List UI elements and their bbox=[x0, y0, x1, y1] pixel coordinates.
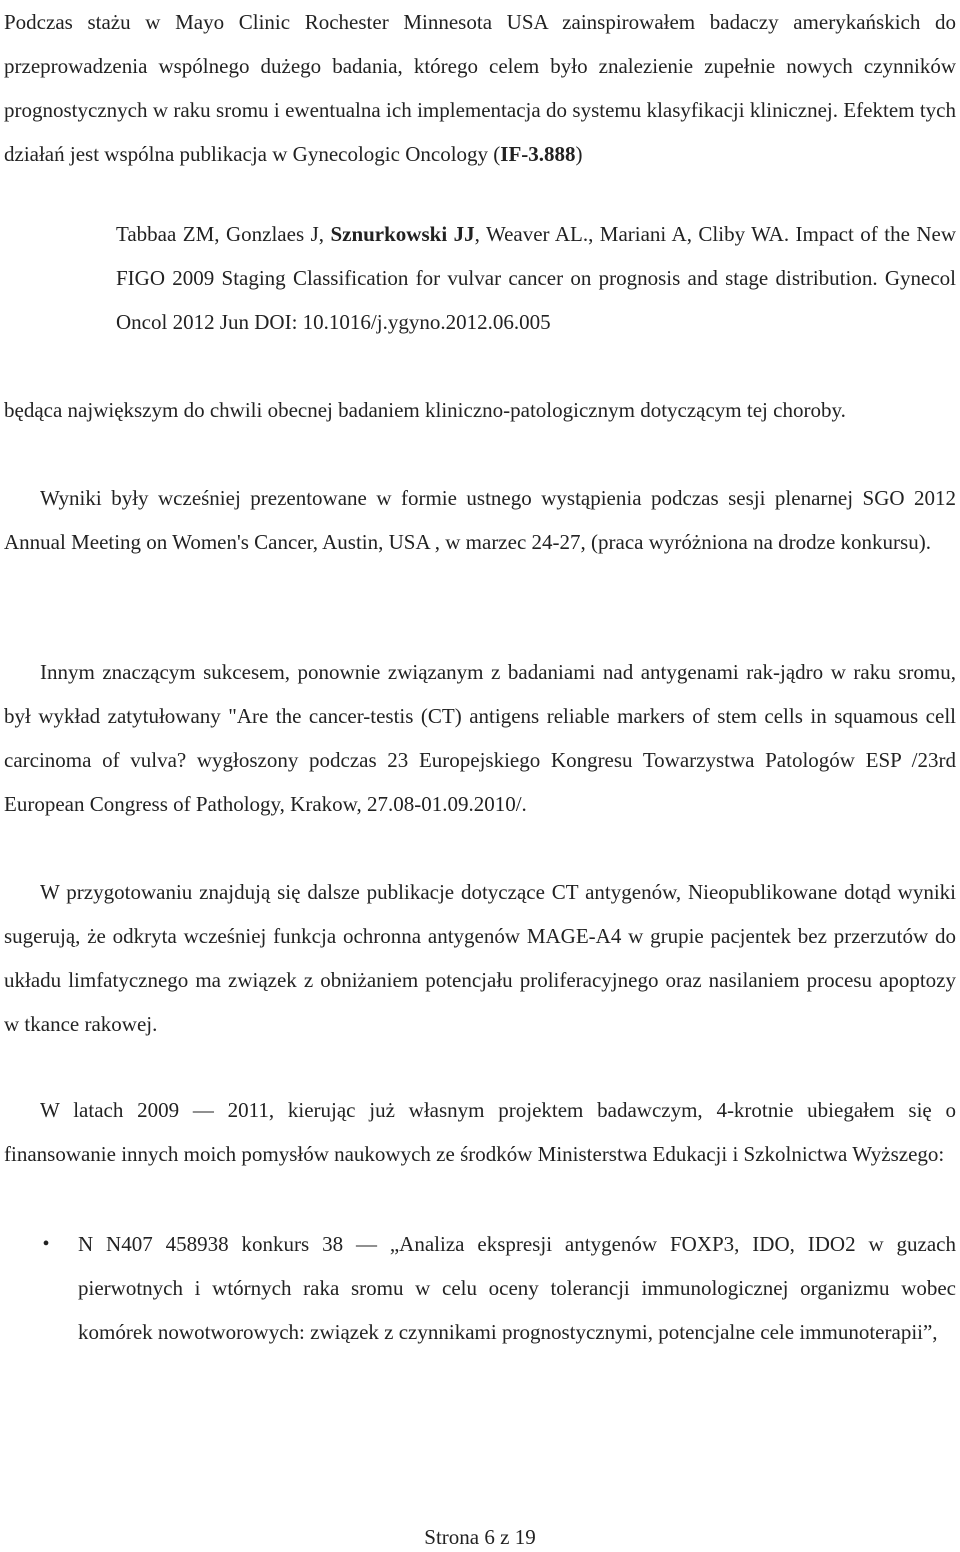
reference-details: , Weaver AL., Mariani A, Cliby WA. Impact of the New FIGO 2009 Staging Classification for vulvar cancer on prognosis and stage distribution. Gynecol Oncol 2012 Jun DOI: 10.1016/j.ygyno.2012.06.005 bbox=[116, 222, 956, 334]
publication-reference bbox=[116, 212, 956, 344]
paragraph-mayo-clinic bbox=[4, 0, 956, 176]
paragraph-mayo-clinic-tail: ) bbox=[575, 142, 583, 166]
paragraph-largest-study: będąca największym do chwili obecnej badaniem kliniczno-patologicznym dotyczącym tej choroby. bbox=[4, 398, 846, 422]
bullet-item-grant: N N407 458938 konkurs 38 — „Analiza ekspresji antygenów FOXP3, IDO, IDO2 w guzach pierwotnych i wtórnych raka sromu w celu oceny tolerancji immunologicznej organizmu wobec komórek nowotworowych: związek z czynnikami prognostycznymi, potencjalne cele immunoterapii”, bbox=[78, 1232, 956, 1344]
impact-factor: IF-3.888 bbox=[500, 142, 576, 166]
reference-author-highlight: Sznurkowski JJ bbox=[330, 222, 475, 246]
paragraph-funding: W latach 2009 — 2011, kierując już własnym projektem badawczym, 4-krotnie ubiegałem się o finansowanie innych moich pomysłów naukowych ze środków Ministerstwa Edukacji i Szkolnictwa Wyższego: bbox=[4, 1098, 956, 1166]
paragraph-esp-lecture: Innym znaczącym sukcesem, ponownie związanym z badaniami nad antygenami rak-jądro w raku sromu, był wykład zatytułowany "Are the cancer-testis (CT) antigens reliable markers of stem cells in squamous cell carcinoma of vulva? wygłoszony podczas 23 Europejskiego Kongresu Towarzystwa Patologów ESP /23rd European Congress of Pathology, Krakow, 27.08-01.09.2010/. bbox=[4, 660, 956, 816]
reference-authors-start: Tabbaa ZM, Gonzlaes J, bbox=[116, 222, 331, 246]
page-number-footer: Strona 6 z 19 bbox=[424, 1525, 536, 1549]
paragraph-ct-antigens: W przygotowaniu znajdują się dalsze publikacje dotyczące CT antygenów, Nieopublikowane dotąd wyniki sugerują, że odkryta wcześniej funkcja ochronna antygenów MAGE-A4 w grupie pacjentek bez przerzutów do układu limfatycznego ma związek z obniżaniem potencjału proliferacyjnego oraz nasilaniem procesu apoptozy w tkance rakowej. bbox=[4, 880, 956, 1036]
bullet-marker: • bbox=[42, 1233, 50, 1255]
paragraph-mayo-clinic-text: Podczas stażu w Mayo Clinic Rochester Minnesota USA zainspirowałem badaczy amerykańskich do przeprowadzenia wspólnego dużego badania, którego celem było znalezienie zupełnie nowych czynników prognostycznych w raku sromu i ewentualna ich implementacja do systemu klasyfikacji klinicznej. Efektem tych działań jest wspólna publikacja w Gynecologic Oncology ( bbox=[4, 10, 956, 166]
paragraph-sgo-presentation: Wyniki były wcześniej prezentowane w formie ustnego wystąpienia podczas sesji plenarnej SGO 2012 Annual Meeting on Women's Cancer, Austin, USA , w marzec 24-27, (praca wyróżniona na drodze konkursu). bbox=[4, 486, 956, 554]
